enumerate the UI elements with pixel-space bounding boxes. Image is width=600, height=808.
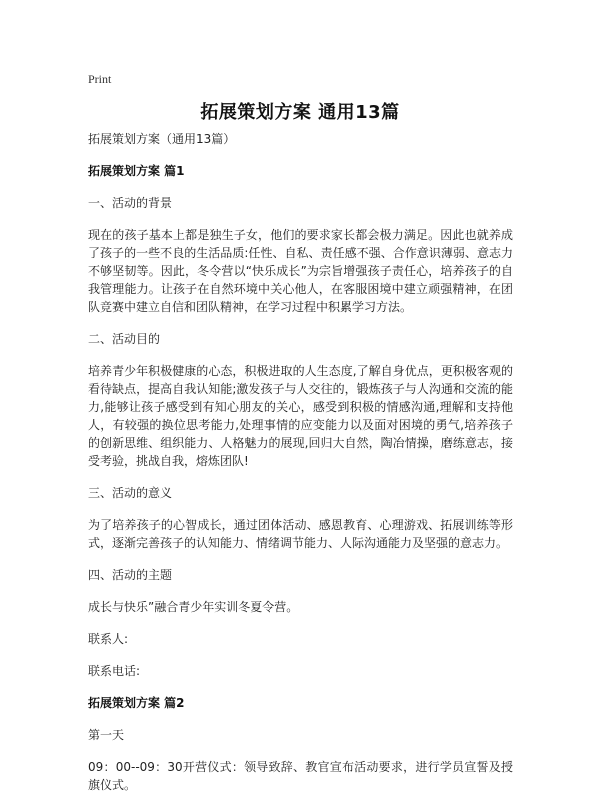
day-one-label: 第一天 [88, 728, 125, 742]
document-subtitle: 拓展策划方案（通用13篇） [88, 132, 236, 146]
paragraph-theme: 成长与快乐”融合青少年实训冬夏令营。 [88, 600, 299, 614]
schedule-item: 09：00--09：30开营仪式：领导致辞、教官宣布活动要求，进行学员宣誓及授旗仪式。 [88, 760, 513, 792]
paragraph-purpose: 培养青少年积极健康的心态，积极进取的人生态度,了解自身优点，更积极客观的看待缺点，提高自我认知能;激发孩子与人交往的，锻炼孩子与人沟通和交流的能力,能够让孩子感受到有知心朋友的关心，感受到积极的情感沟通,理解和支持他人，有较强的换位思考能力,处理事情的应变能力以及面对困境的勇气,培养孩子的创新思维、组织能力、人格魅力的展现,回归大自然，陶冶情操，磨练意志，接受考验，挑战自我，熔炼团队! [88, 364, 513, 468]
subheading-purpose: 二、活动目的 [88, 332, 161, 346]
section-heading-1: 拓展策划方案 篇1 [88, 164, 185, 178]
subheading-significance: 三、活动的意义 [88, 486, 173, 500]
contact-phone-label: 联系电话: [88, 664, 141, 678]
document-body [88, 130, 513, 808]
print-link[interactable]: Print [88, 72, 112, 86]
contact-person-label: 联系人: [88, 632, 129, 646]
subheading-theme: 四、活动的主题 [88, 568, 173, 582]
paragraph-significance: 为了培养孩子的心智成长，通过团体活动、感恩教育、心理游戏、拓展训练等形式，逐渐完善孩子的认知能力、情绪调节能力、人际沟通能力及坚强的意志力。 [88, 518, 513, 550]
section-heading-2: 拓展策划方案 篇2 [88, 696, 185, 710]
subheading-background: 一、活动的背景 [88, 196, 173, 210]
document-title: 拓展策划方案 通用13篇 [200, 102, 400, 123]
paragraph-background: 现在的孩子基本上都是独生子女，他们的要求家长都会极力满足。因此也就养成了孩子的一些不良的生活品质:任性、自私、责任感不强、合作意识薄弱、意志力不够坚韧等。因此，冬令营以“快乐成长”为宗旨增强孩子责任心，培养孩子的自我管理能力。让孩子在自然环境中关心他人，在客服困境中建立顽强精神，在团队竞赛中建立自信和团队精神，在学习过程中积累学习方法。 [88, 228, 513, 314]
